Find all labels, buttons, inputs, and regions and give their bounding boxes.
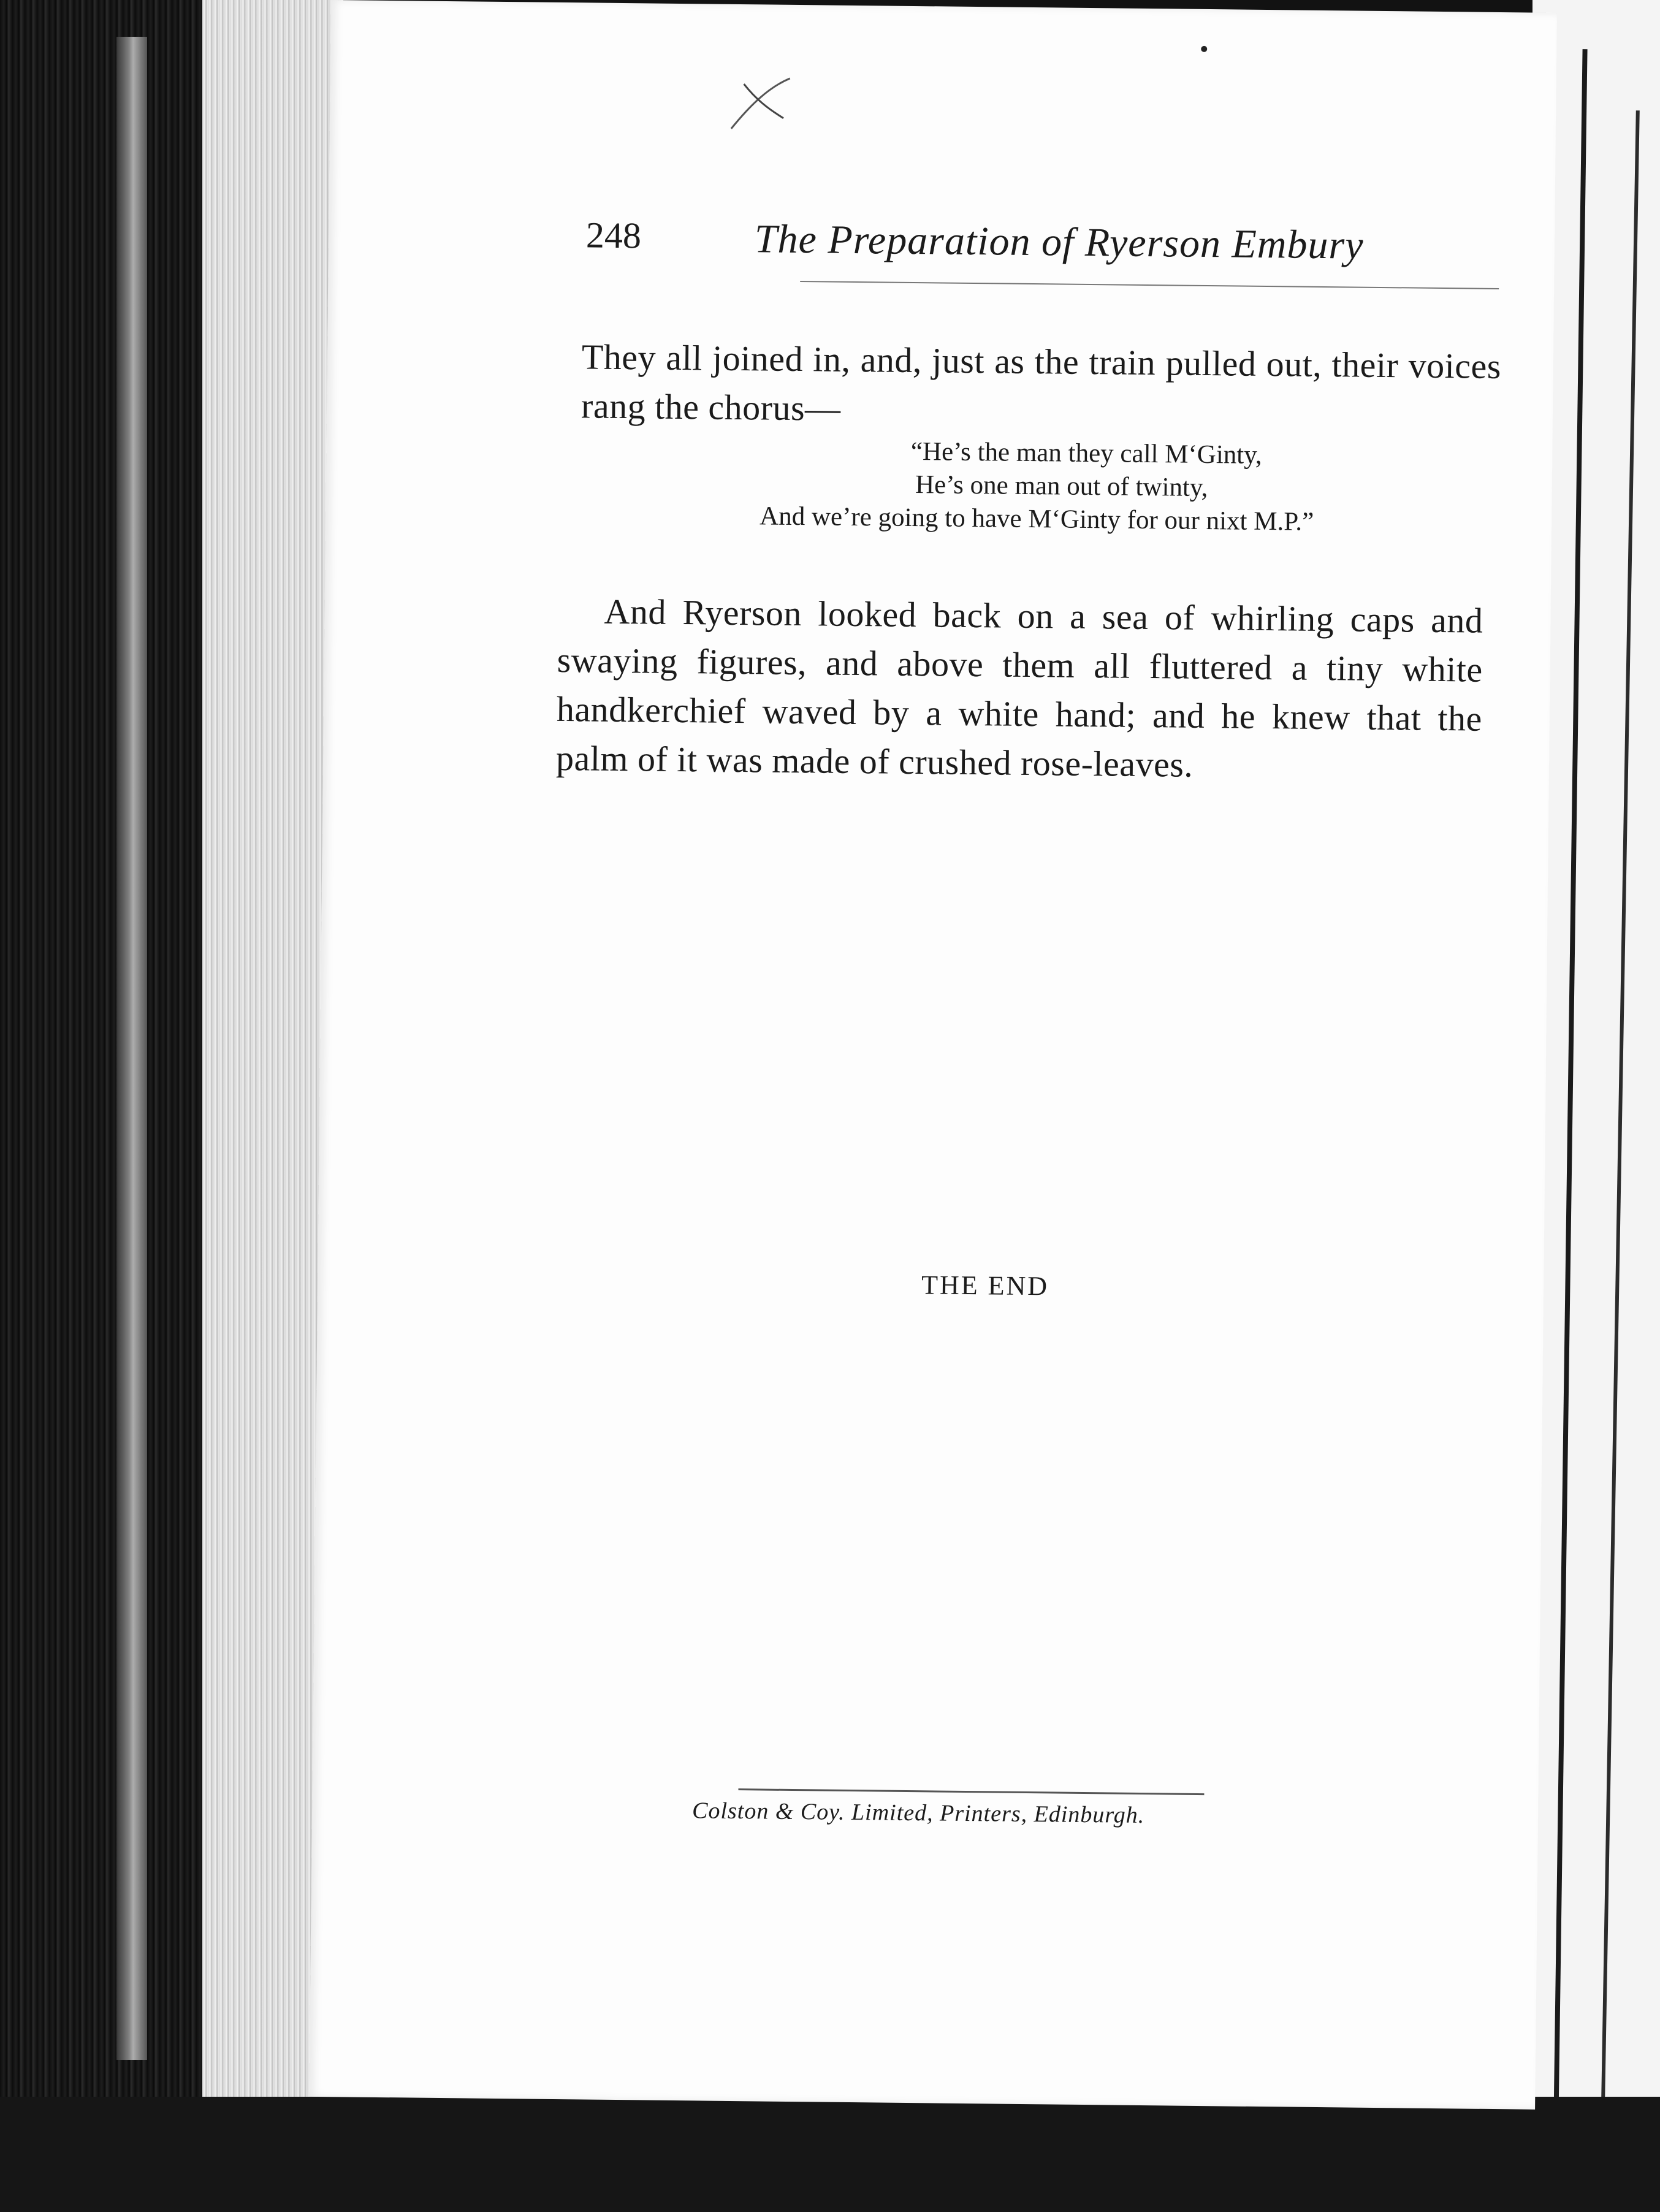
- page-number: 248: [585, 215, 642, 256]
- scan-bottom-background: [0, 2097, 1660, 2212]
- dust-speck: [1201, 46, 1207, 52]
- printer-imprint: Colston & Coy. Limited, Printers, Edinburgh.: [691, 1798, 1145, 1829]
- verse-block: [607, 432, 1467, 541]
- spine-highlight: [116, 37, 147, 2060]
- the-end-heading: THE END: [921, 1270, 1049, 1302]
- paragraph-1: They all joined in, and, just as the train pulled out, their voices rang the chorus—: [581, 337, 1502, 429]
- running-title: The Preparation of Ryerson Embury: [754, 216, 1364, 268]
- verse-line-1: “He’s the man they call M‘Ginty,: [910, 437, 1262, 470]
- paragraph-2: And Ryerson looked back on a sea of whirling caps and swaying figures, and above them all fluttered a tiny white handkerchief waved by a white hand; and he knew that the palm of it was made of crushed rose-leaves.: [555, 591, 1483, 785]
- header-rule: [800, 281, 1499, 289]
- pencil-mark: [725, 75, 793, 131]
- printer-rule: [738, 1788, 1204, 1795]
- verse-line-3: And we’re going to have M‘Ginty for our nixt M.P.”: [759, 502, 1314, 536]
- page-header: [585, 214, 1499, 297]
- verse-line-2: He’s one man out of twinty,: [915, 470, 1208, 503]
- book-page: [309, 0, 1557, 2110]
